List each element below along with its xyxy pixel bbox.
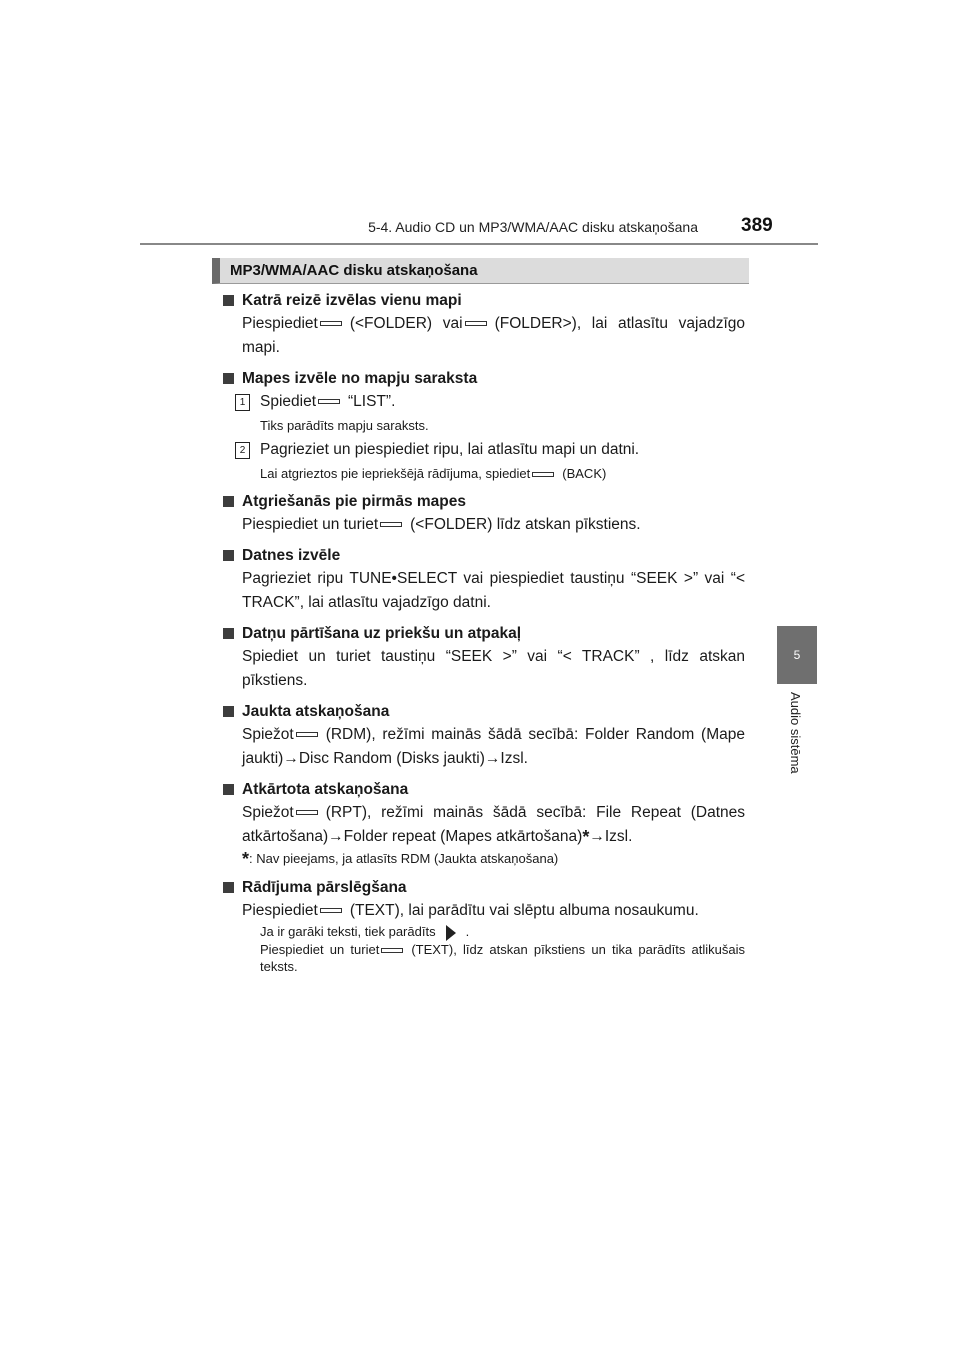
square-bullet-icon xyxy=(223,784,234,795)
block-random xyxy=(223,701,745,771)
footnote-marker: * xyxy=(582,827,590,847)
step-2 xyxy=(235,438,745,462)
text-fragment: Spiežot xyxy=(242,804,294,821)
text-fragment: Izsl. xyxy=(500,750,528,767)
step-note xyxy=(260,465,745,483)
text-fragment: Mapes izvēle no mapju saraksta xyxy=(242,370,478,387)
block-text xyxy=(242,801,745,849)
chapter-tab xyxy=(777,626,817,684)
text-fragment: (RPT), režīmi mainās šādā secībā: File Repeat (Datnes atkārtošana) xyxy=(242,804,745,845)
square-bullet-icon xyxy=(223,882,234,893)
block-heading xyxy=(223,877,745,899)
running-header: 5-4. Audio CD un MP3/WMA/AAC disku atskaņošana xyxy=(368,219,698,235)
block-file-select xyxy=(223,545,745,615)
button-icon xyxy=(318,399,340,404)
text-fragment: (FOLDER>), lai atlasītu vajadzīgo mapi. xyxy=(242,315,745,356)
text-fragment: (BACK) xyxy=(562,466,607,481)
block-first-folder xyxy=(223,491,745,537)
text-fragment: : Nav pieejams, ja atlasīts RDM (Jaukta atskaņošana) xyxy=(249,851,559,866)
text-fragment: (<FOLDER) līdz atskan pīkstiens. xyxy=(410,516,641,533)
text-fragment: Piespiediet xyxy=(242,315,318,332)
block-text xyxy=(242,899,745,923)
text-fragment: Datnes izvēle xyxy=(242,547,341,564)
footnote xyxy=(242,849,745,869)
page-number: 389 xyxy=(741,215,773,236)
text-fragment: Ja ir garāki teksti, tiek parādīts xyxy=(260,924,436,939)
text-fragment: Rādījuma pārslēgšana xyxy=(242,879,407,896)
text-fragment: Disc Random (Disks jaukti) xyxy=(298,750,485,767)
block-heading xyxy=(223,545,745,567)
text-fragment: Pagrieziet un piespiediet ripu, lai atlasītu mapi un datni. xyxy=(260,441,640,458)
block-heading xyxy=(223,623,745,645)
text-fragment: Piespiediet xyxy=(242,902,318,919)
block-text xyxy=(242,723,745,771)
button-icon xyxy=(320,321,342,326)
block-fast-forward xyxy=(223,623,745,693)
square-bullet-icon xyxy=(223,295,234,306)
button-icon xyxy=(381,948,403,953)
block-heading xyxy=(223,779,745,801)
page-content xyxy=(223,290,745,983)
block-text: Spiediet un turiet taustiņu “SEEK >” vai “< TRACK” , līdz atskan pīkstiens. xyxy=(242,648,745,689)
step-number: 1 xyxy=(235,394,250,411)
block-text xyxy=(242,312,745,360)
block-heading xyxy=(223,701,745,723)
more-text-arrow-icon xyxy=(446,925,456,941)
text-fragment: Spiežot xyxy=(242,726,294,743)
header-rule xyxy=(140,243,818,245)
text-fragment: Katrā reizē izvēlas vienu mapi xyxy=(242,292,462,309)
button-icon xyxy=(296,810,318,815)
step-number: 2 xyxy=(235,442,250,459)
block-heading xyxy=(223,368,745,390)
button-icon xyxy=(380,522,402,527)
square-bullet-icon xyxy=(223,706,234,717)
display-note xyxy=(260,941,745,975)
chapter-number: 5 xyxy=(793,648,801,662)
text-fragment: . xyxy=(465,924,470,939)
text-fragment: (TEXT), lai parādītu vai slēptu albuma nosaukumu. xyxy=(349,902,699,919)
block-repeat xyxy=(223,779,745,869)
button-icon xyxy=(296,732,318,737)
square-bullet-icon xyxy=(223,550,234,561)
block-heading xyxy=(223,491,745,513)
block-heading xyxy=(223,290,745,312)
section-title: MP3/WMA/AAC disku atskaņošana xyxy=(230,262,478,279)
text-fragment: (TEXT), līdz atskan pīkstiens un tika parādīts atlikušais teksts. xyxy=(260,941,745,974)
text-fragment: (<FOLDER) vai xyxy=(349,315,463,332)
text-fragment: Folder repeat (Mapes atkārtošana) xyxy=(343,828,583,845)
section-title-bar xyxy=(212,258,749,284)
text-fragment: Piespiediet un turiet xyxy=(260,941,380,957)
text-fragment: Atgriešanās pie pirmās mapes xyxy=(242,493,466,510)
square-bullet-icon xyxy=(223,496,234,507)
text-fragment: Lai atgrieztos pie iepriekšējā rādījuma, spiediet xyxy=(260,466,531,481)
block-folder-list xyxy=(223,368,745,483)
arrow-icon: → xyxy=(589,828,605,845)
chapter-label: Audio sistēma xyxy=(788,692,803,774)
text-fragment: (RDM), režīmi mainās šādā secībā: Folder Random (Mape jaukti) xyxy=(242,726,745,767)
button-icon xyxy=(465,321,487,326)
display-note xyxy=(260,923,745,941)
arrow-icon: → xyxy=(484,750,501,767)
text-fragment: Atkārtota atskaņošana xyxy=(242,781,409,798)
button-icon xyxy=(532,472,554,477)
block-folder-select xyxy=(223,290,745,360)
button-icon xyxy=(320,908,342,913)
text-fragment: Izsl. xyxy=(604,828,633,845)
text-fragment: Piespiediet un turiet xyxy=(242,516,379,533)
text-fragment: Spiediet xyxy=(260,393,317,410)
text-fragment: * xyxy=(242,849,250,869)
text-fragment: “LIST”. xyxy=(348,393,396,410)
block-text: Pagrieziet ripu TUNE•SELECT vai piespiediet taustiņu “SEEK >” vai “< TRACK”, lai atlasītu vajadzīgo datni. xyxy=(242,570,745,611)
square-bullet-icon xyxy=(223,373,234,384)
arrow-icon: → xyxy=(328,828,344,845)
arrow-icon: → xyxy=(283,750,299,767)
step-1 xyxy=(235,390,745,414)
text-fragment: Datņu pārtīšana uz priekšu un atpakaļ xyxy=(242,625,522,642)
step-note: Tiks parādīts mapju saraksts. xyxy=(260,418,429,433)
block-text xyxy=(242,513,745,537)
text-fragment: Jaukta atskaņošana xyxy=(242,703,390,720)
square-bullet-icon xyxy=(223,628,234,639)
block-display-toggle xyxy=(223,877,745,975)
